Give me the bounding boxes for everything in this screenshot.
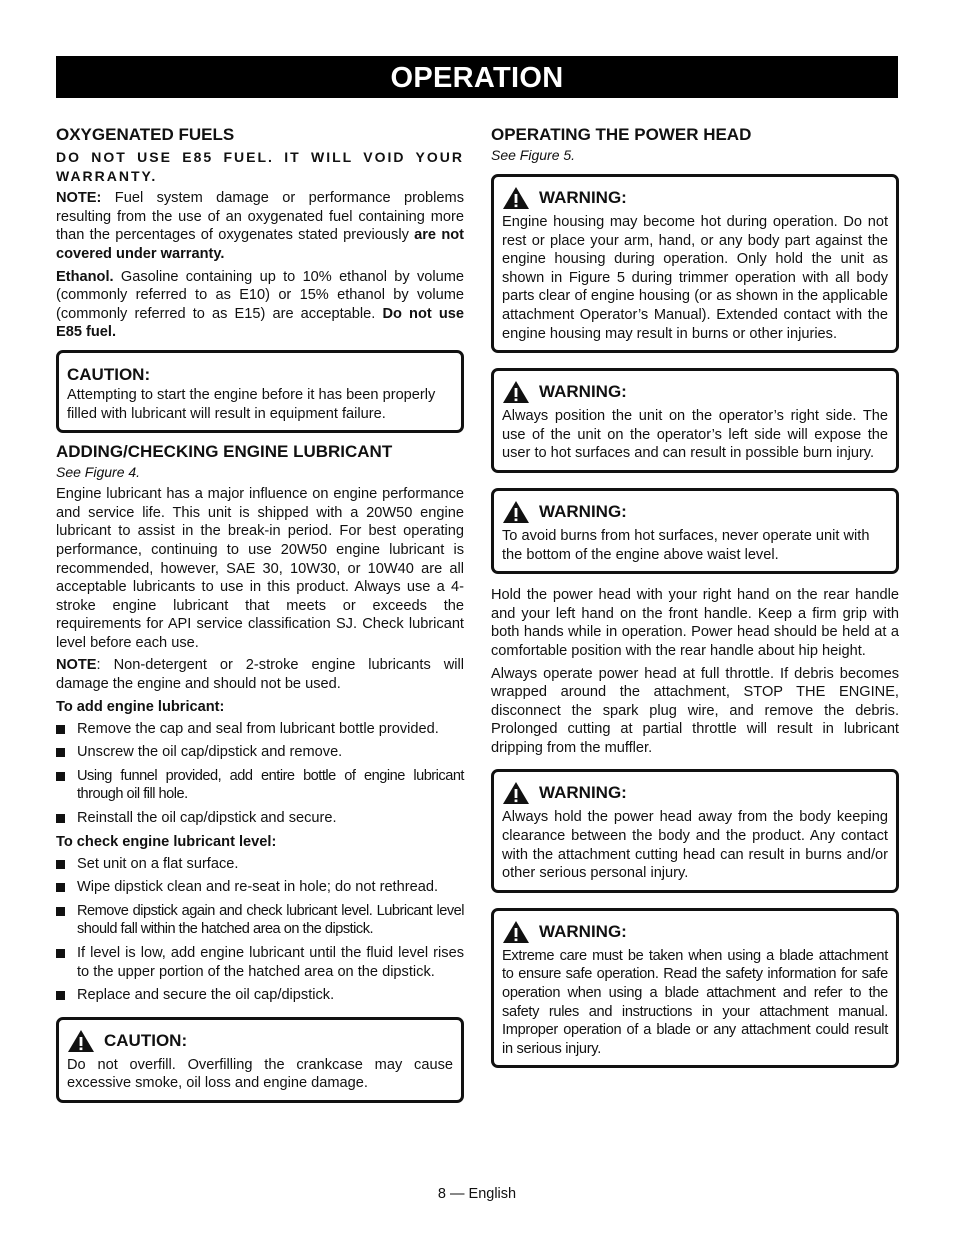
figure-ref-5: See Figure 5. bbox=[491, 147, 576, 163]
warning-label: WARNING: bbox=[539, 783, 627, 803]
warning-text: Extreme care must be taken when using a blade attachment to ensure safe operation. Read the safety information for safe operation when using a blade attachment and refer to the safety rules and instructions in your attachment manual. Improper operation of a blade or any attachment could result in serious injury. bbox=[502, 947, 888, 1057]
warning-box bbox=[491, 488, 899, 574]
list-item: If level is low, add engine lubricant until the fluid level rises to the upper portion of the hatched area on the dipstick. bbox=[56, 944, 464, 981]
ethanol-text: Gasoline containing up to 10% ethanol by volume (commonly referred to as E10) or 15% ethanol by volume (commonly referred to as E15) are acceptable. bbox=[56, 268, 464, 322]
warning-heading bbox=[502, 380, 888, 404]
right-column bbox=[491, 122, 899, 1082]
list-item: Unscrew the oil cap/dipstick and remove. bbox=[56, 743, 464, 762]
ethanol-paragraph bbox=[56, 268, 464, 342]
warning-label: WARNING: bbox=[539, 188, 627, 207]
lubricant-note-label: NOTE bbox=[56, 657, 97, 674]
warning-text: Always hold the power head away from the body keeping clearance between the body and the product. Any contact with the attachment cutting head can result in burns and/or other serious personal injury. bbox=[502, 809, 888, 882]
oxygenated-fuels-heading: OXYGENATED FUELS bbox=[56, 125, 235, 144]
warning-triangle-icon bbox=[502, 781, 530, 805]
caution-text: Do not overfill. Overfilling the crankcase may cause excessive smoke, oil loss and engine damage. bbox=[67, 1056, 453, 1092]
warning-triangle-icon bbox=[502, 920, 530, 944]
warning-triangle-icon bbox=[502, 500, 530, 524]
check-lubricant-heading: To check engine lubricant level: bbox=[56, 833, 277, 850]
page-footer: 8 — English bbox=[437, 1186, 517, 1202]
list-item: Using funnel provided, add entire bottle of engine lubricant through oil fill hole. bbox=[56, 767, 464, 804]
lubricant-note-text: : Non-detergent or 2-stroke engine lubricants will damage the engine and should not be used. bbox=[56, 657, 464, 693]
warning-triangle-icon bbox=[502, 186, 530, 210]
note-bold-end: are not covered under warranty. bbox=[56, 227, 465, 262]
warning-heading bbox=[502, 500, 888, 524]
caution-heading bbox=[67, 364, 453, 386]
note-label: NOTE: bbox=[56, 190, 102, 207]
warning-text: Engine housing may become hot during operation. Do not rest or place your arm, hand, or any body part against the engine housing during operation. Only hold the unit as shown in Figure 5 during trimmer operation with all body parts clear of engine housing (or as shown in the applicable attachment Operator’s Manual). Extended contact with the engine housing may result in burns or other injuries. bbox=[502, 214, 888, 342]
list-item: Reinstall the oil cap/dipstick and secure. bbox=[56, 809, 464, 828]
fuel-note-paragraph bbox=[56, 189, 464, 263]
warning-text: To avoid burns from hot surfaces, never operate unit with the bottom of the engine above waist level. bbox=[502, 527, 870, 563]
caution-heading bbox=[67, 1029, 453, 1053]
warning-box bbox=[491, 769, 899, 892]
caution-label: CAUTION: bbox=[67, 364, 151, 384]
power-head-paragraph: Hold the power head with your right hand on the rear handle and your left hand on the front handle. Keep a firm grip with both hands while in operation. Power head should be held at a comfortable position with the rear handle about hip height. bbox=[491, 587, 899, 659]
throttle-paragraph: Always operate power head at full throttle. If debris becomes wrapped around the attachment, STOP THE ENGINE, disconnect the spark plug wire, and remove the debris. Prolonged cutting at partial throttle will result in lubricant dripping from the muffler. bbox=[491, 665, 899, 756]
power-head-heading: OPERATING THE POWER HEAD bbox=[491, 125, 752, 144]
section-title-banner: OPERATION bbox=[56, 56, 898, 98]
warning-heading bbox=[502, 920, 888, 944]
warning-text: Always position the unit on the operator’s right side. The use of the unit on the operator’s left side will expose the user to hot surfaces and can result in possible burn injury. bbox=[502, 408, 888, 462]
warning-triangle-icon bbox=[502, 380, 530, 404]
figure-ref-4: See Figure 4. bbox=[56, 464, 141, 481]
warning-label: WARNING: bbox=[539, 382, 627, 402]
list-item: Replace and secure the oil cap/dipstick. bbox=[56, 986, 464, 1005]
note-text: Fuel system damage or performance problems resulting from the use of an oxygenated fuel containing more than the percentages of oxygenates stated previously bbox=[56, 190, 464, 244]
add-lubricant-heading: To add engine lubricant: bbox=[56, 698, 225, 715]
list-item: Remove the cap and seal from lubricant bottle provided. bbox=[56, 720, 464, 739]
check-lubricant-list bbox=[56, 855, 464, 1005]
warning-box bbox=[491, 908, 899, 1069]
warning-box bbox=[491, 368, 899, 473]
warning-label: WARNING: bbox=[539, 501, 627, 521]
caution-box-overfill bbox=[56, 1017, 464, 1103]
warning-label: WARNING: bbox=[539, 921, 627, 941]
caution-text: Attempting to start the engine before it has been properly filled with lubricant will result in equipment failure. bbox=[67, 386, 436, 422]
ethanol-bold-end: Do not use E85 fuel. bbox=[56, 305, 464, 341]
warning-heading bbox=[502, 781, 888, 805]
add-lubricant-list bbox=[56, 720, 464, 828]
warning-box bbox=[491, 174, 899, 353]
lubricant-paragraph: Engine lubricant has a major influence on engine performance and service life. This unit is shipped with a 20W50 engine lubricant to assist in the break-in period. For best operating performance, continuing to use 20W50 engine lubricant is recommended, however, SAE 30, 10W30, or 10W40 are all acceptable lubricants to use in this product. Always use a 4-stroke engine lubricant that meets or exceeds the requirements for API service classification SJ. Check lubricant level before each use. bbox=[56, 486, 464, 651]
lubricant-note bbox=[56, 656, 464, 693]
list-item: Remove dipstick again and check lubricant level. Lubricant level should fall within the hatched area on the dipstick. bbox=[56, 902, 464, 939]
caution-label: CAUTION: bbox=[104, 1030, 188, 1050]
warning-heading bbox=[502, 186, 888, 210]
e85-warning-line: DO NOT USE E85 FUEL. IT WILL VOID YOUR WARRANTY. bbox=[56, 149, 464, 184]
list-item: Set unit on a flat surface. bbox=[56, 855, 464, 874]
warning-triangle-icon bbox=[67, 1029, 95, 1053]
list-item: Wipe dipstick clean and re-seat in hole; do not rethread. bbox=[56, 878, 464, 897]
caution-box-lubricant bbox=[56, 350, 464, 433]
left-column bbox=[56, 122, 464, 1117]
ethanol-label: Ethanol. bbox=[56, 268, 114, 285]
lubricant-heading: ADDING/CHECKING ENGINE LUBRICANT bbox=[56, 442, 393, 462]
